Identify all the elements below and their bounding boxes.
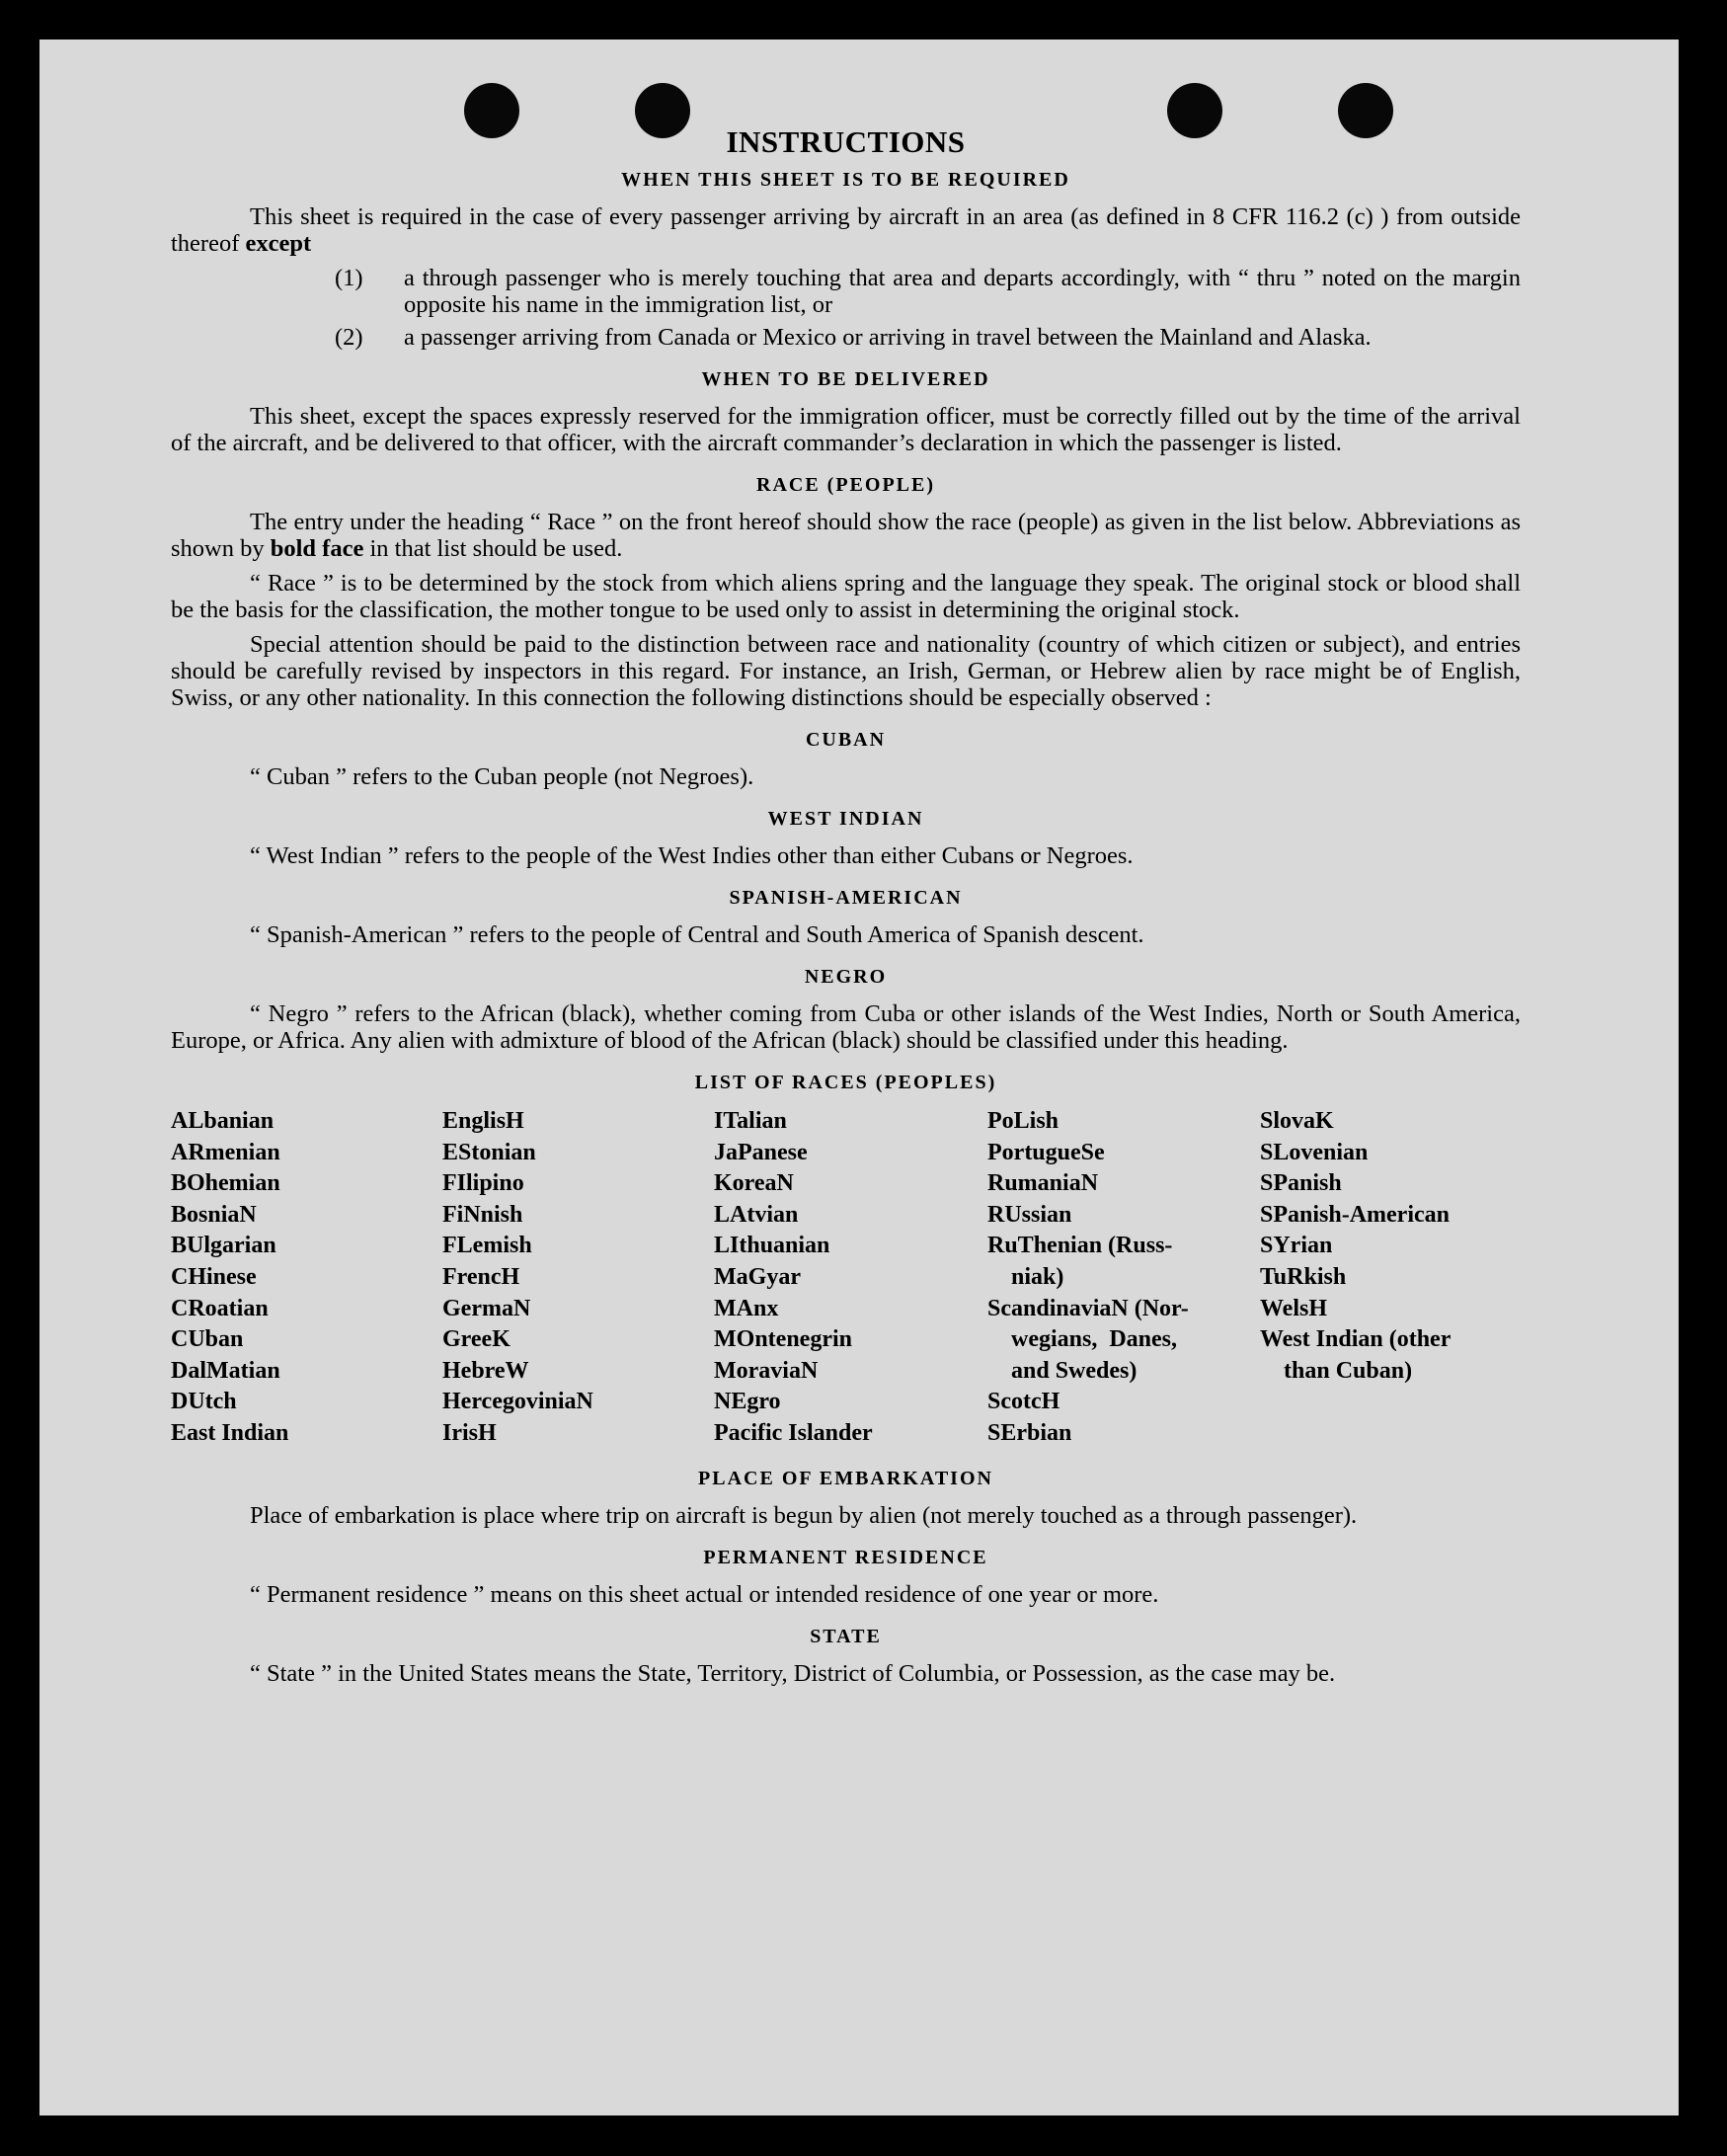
- race-entry: FIlipino: [442, 1170, 524, 1197]
- race-paragraph-2: “ Race ” is to be determined by the stock from which aliens spring and the language they speak. The original stock or blood shall be the basis for the classification, the mother tongue to be used only to assist in determining the original stock.: [171, 570, 1521, 623]
- section-heading-west-indian: WEST INDIAN: [767, 808, 924, 830]
- section-heading-negro: NEGRO: [804, 966, 888, 988]
- race-entry: LIthuanian: [714, 1233, 830, 1259]
- race-list-column: [1260, 1106, 1521, 1450]
- race-entry: KoreaN: [714, 1170, 794, 1197]
- race-list-column: [714, 1106, 987, 1450]
- race-entry: SYrian: [1260, 1233, 1333, 1259]
- race-entry: SPanish: [1260, 1170, 1342, 1197]
- section-heading-required: WHEN THIS SHEET IS TO BE REQUIRED: [621, 169, 1070, 191]
- race-entry: RUssian: [987, 1201, 1072, 1228]
- race-entry: ITalian: [714, 1108, 787, 1134]
- race-entry: ScandinaviaN (Nor-: [987, 1295, 1189, 1321]
- race-paragraph-3: Special attention should be paid to the distinction between race and nationality (country of which citizen or subject), and entries should be carefully revised by inspectors in this regard. For instance, an Irish, German, or Hebrew alien by race might be of English, Swiss, or any other nationality. In this connection the following distinctions should be especially observed :: [171, 631, 1521, 711]
- race-entry: DUtch: [171, 1389, 237, 1415]
- section-heading-race: RACE (PEOPLE): [756, 474, 935, 496]
- race-entry: SPanish-American: [1260, 1201, 1450, 1228]
- required-item: (2) a passenger arriving from Canada or Mexico or arriving in travel between the Mainland and Alaska.: [335, 324, 1372, 351]
- residence-text: “ Permanent residence ” means on this sheet actual or intended residence of one year or more.: [250, 1580, 1159, 1608]
- race-list-column: [171, 1106, 442, 1450]
- section-heading-cuban: CUBAN: [805, 729, 887, 751]
- race-entry: SLovenian: [1260, 1139, 1369, 1165]
- embarkation-text: Place of embarkation is place where trip on aircraft is begun by alien (not merely touched as a through passenger).: [250, 1501, 1358, 1529]
- race-entry: ALbanian: [171, 1108, 275, 1134]
- race-entry: niak): [1011, 1263, 1064, 1290]
- race-entry: East Indian: [171, 1419, 289, 1446]
- race-entry: than Cuban): [1284, 1357, 1413, 1384]
- race-entry: SErbian: [987, 1419, 1072, 1446]
- race-entry: and Swedes): [1011, 1357, 1138, 1384]
- section-heading-spanish-american: SPANISH-AMERICAN: [729, 887, 963, 909]
- race-entry: MaGyar: [714, 1263, 801, 1290]
- race-entry: West Indian (other: [1260, 1326, 1452, 1353]
- section-heading-residence: PERMANENT RESIDENCE: [703, 1546, 988, 1568]
- race-entry: DalMatian: [171, 1357, 280, 1384]
- race-entry: RumaniaN: [987, 1170, 1099, 1197]
- required-intro: This sheet is required in the case of every passenger arriving by aircraft in an area (as defined in 8 CFR 116.2 (c) ) from outside thereof except: [171, 203, 1521, 257]
- race-entry: HebreW: [442, 1357, 529, 1384]
- race-entry: FLemish: [442, 1233, 532, 1259]
- race-entry: GreeK: [442, 1326, 510, 1353]
- state-text: “ State ” in the United States means the State, Territory, District of Columbia, or Possession, as the case may be.: [250, 1659, 1336, 1687]
- race-entry: MoraviaN: [714, 1357, 819, 1384]
- race-entry: BUlgarian: [171, 1233, 276, 1259]
- race-entry: SlovaK: [1260, 1108, 1334, 1134]
- delivered-text: This sheet, except the spaces expressly reserved for the immigration officer, must be correctly filled out by the time of the arrival of the aircraft, and be delivered to that officer, with the aircraft commander’s declaration in which the passenger is listed.: [171, 403, 1521, 456]
- race-entry: WelsH: [1260, 1295, 1328, 1321]
- race-entry: HercegoviniaN: [442, 1389, 593, 1415]
- section-heading-delivered: WHEN TO BE DELIVERED: [701, 368, 990, 390]
- race-entry: EnglisH: [442, 1108, 524, 1134]
- section-heading-embarkation: PLACE OF EMBARKATION: [698, 1467, 993, 1489]
- race-entry: EStonian: [442, 1139, 536, 1165]
- instructions-text: [171, 124, 1521, 1695]
- race-entry: Pacific Islander: [714, 1419, 873, 1446]
- race-entry: MOntenegrin: [714, 1326, 852, 1353]
- race-entry: wegians, Danes,: [1011, 1326, 1178, 1353]
- race-entry: TuRkish: [1260, 1263, 1347, 1290]
- page-title: INSTRUCTIONS: [726, 124, 966, 159]
- race-list-column: [442, 1106, 714, 1450]
- race-list-column: [987, 1106, 1260, 1450]
- required-item: (1) a through passenger who is merely touching that area and departs accordingly, with “ thru ” noted on the margin opposite his name in the immigration list, or: [335, 265, 1521, 318]
- race-entry: LAtvian: [714, 1201, 799, 1228]
- race-list: [171, 1106, 1521, 1450]
- race-entry: PoLish: [987, 1108, 1060, 1134]
- negro-text: “ Negro ” refers to the African (black), whether coming from Cuba or other islands of the West Indies, North or South America, Europe, or Africa. Any alien with admixture of blood of the African (black) should be classified under this heading.: [171, 1000, 1521, 1054]
- cuban-text: “ Cuban ” refers to the Cuban people (not Negroes).: [250, 763, 754, 790]
- race-paragraph-1: The entry under the heading “ Race ” on the front hereof should show the race (people) as given in the list below. Abbreviations as shown by bold face in that list should be used.: [171, 509, 1521, 562]
- section-heading-state: STATE: [810, 1625, 882, 1647]
- race-entry: PortugueSe: [987, 1139, 1105, 1165]
- race-entry: ARmenian: [171, 1139, 280, 1165]
- race-entry: FiNnish: [442, 1201, 523, 1228]
- section-heading-race-list: LIST OF RACES (PEOPLES): [694, 1072, 997, 1093]
- spanish-american-text: “ Spanish-American ” refers to the people of Central and South America of Spanish descent.: [250, 921, 1144, 948]
- race-entry: FrencH: [442, 1263, 520, 1290]
- race-entry: IrisH: [442, 1419, 497, 1446]
- race-entry: BosniaN: [171, 1201, 257, 1228]
- race-entry: JaPanese: [714, 1139, 808, 1165]
- race-entry: CUban: [171, 1326, 244, 1353]
- race-entry: RuThenian (Russ-: [987, 1233, 1173, 1259]
- race-entry: CHinese: [171, 1263, 257, 1290]
- race-entry: BOhemian: [171, 1170, 280, 1197]
- west-indian-text: “ West Indian ” refers to the people of the West Indies other than either Cubans or Negroes.: [250, 842, 1134, 869]
- race-entry: CRoatian: [171, 1295, 269, 1321]
- race-entry: ScotcH: [987, 1389, 1060, 1415]
- race-entry: MAnx: [714, 1295, 779, 1321]
- race-entry: NEgro: [714, 1389, 781, 1415]
- race-entry: GermaN: [442, 1295, 531, 1321]
